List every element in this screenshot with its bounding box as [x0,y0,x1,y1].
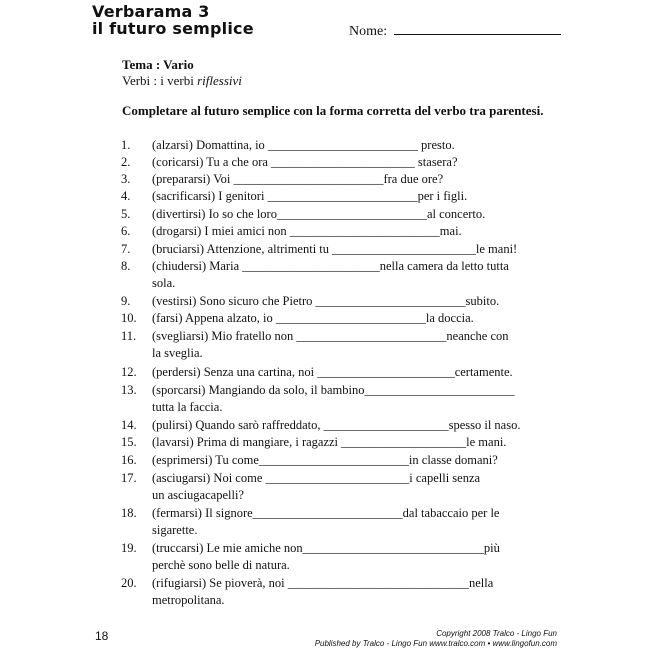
exercise-sentence: (esprimersi) Tu come________________________in classe domani? [152,453,498,467]
publisher-line: Published by Tralco - Lingo Fun www.tralco.com • www.lingofun.com [314,639,557,648]
copyright-line: Copyright 2008 Tralco - Lingo Fun [436,629,557,638]
instructions: Completare al futuro semplice con la forma corretta del verbo tra parentesi. [122,103,544,118]
exercise-sentence: (svegliarsi) Mio fratello non ________________________neanche con [152,329,509,343]
exercise-number: 14. [121,418,137,432]
exercise-sentence: (asciugarsi) Noi come _______________________i capelli senza [152,471,481,485]
exercise-sentence: (lavarsi) Prima di mangiare, i ragazzi ____________________le mani. [152,435,507,449]
exercise-number: 15. [121,435,137,449]
exercise-sentence: (sacrificarsi) I genitori ________________________per i figli. [152,189,468,203]
exercise-sentence: (sporcarsi) Mangiando da solo, il bambino________________________ [152,383,515,397]
exercise-sentence-continued: la sveglia. [152,346,203,360]
exercise-number: 17. [121,471,137,485]
name-label: Nome: [349,24,391,39]
theme-label: Tema : Vario [122,57,194,72]
exercise-sentence: (chiudersi) Maria ______________________nella camera da letto tutta [152,259,509,273]
exercise-number: 13. [121,383,137,397]
exercise-sentence: (fermarsi) Il signore________________________dal tabaccaio per le [152,506,500,520]
exercise-sentence: (drogarsi) I miei amici non ________________________mai. [152,224,462,238]
worksheet-subtitle: il futuro semplice [92,19,254,38]
exercise-number: 3. [121,172,131,186]
exercise-sentence: (truccarsi) Le mie amiche non_____________________________più [152,541,500,555]
exercise-sentence: (alzarsi) Domattina, io ________________________ presto. [152,138,455,152]
exercise-number: 2. [121,155,131,169]
exercise-sentence: (divertirsi) Io so che loro________________________al concerto. [152,207,486,221]
verbs-type: riflessivi [197,73,242,88]
exercise-number: 9. [121,294,131,308]
exercise-sentence-continued: tutta la faccia. [152,400,223,414]
exercise-sentence: (prepararsi) Voi ________________________fra due ore? [152,172,444,186]
exercise-number: 20. [121,576,137,590]
exercise-sentence-continued: perchè sono belle di natura. [152,558,290,572]
verbs-prefix: Verbi : i verbi [122,73,198,88]
exercise-sentence: (perdersi) Senza una cartina, noi ______________________certamente. [152,365,513,379]
exercise-number: 7. [121,242,131,256]
exercise-sentence: (pulirsi) Quando sarò raffreddato, ____________________spesso il naso. [152,418,521,432]
exercise-number: 19. [121,541,137,555]
exercise-sentence-continued: sola. [152,276,176,290]
exercise-number: 11. [121,329,137,343]
exercise-number: 10. [121,311,137,325]
exercise-sentence-continued: metropolitana. [152,593,225,607]
exercise-sentence-continued: un asciugacapelli? [152,488,244,502]
exercise-number: 12. [121,365,137,379]
exercise-number: 16. [121,453,137,467]
exercise-sentence: (vestirsi) Sono sicuro che Pietro ________________________subito. [152,294,500,308]
exercise-sentence-continued: sigarette. [152,523,198,537]
exercise-sentence: (rifugiarsi) Se pioverà, noi _____________________________nella [152,576,494,590]
exercise-number: 5. [121,207,131,221]
exercise-number: 18. [121,506,137,520]
page-number: 18 [95,629,109,643]
exercise-sentence: (farsi) Appena alzato, io ________________________la doccia. [152,311,474,325]
exercise-sentence: (bruciarsi) Attenzione, altrimenti tu _______________________le mani! [152,242,518,256]
worksheet-title: Verbarama 3 [92,2,210,21]
exercise-sentence: (coricarsi) Tu a che ora _______________________ stasera? [152,155,458,169]
exercise-number: 6. [121,224,131,238]
exercise-number: 4. [121,189,131,203]
exercise-number: 8. [121,259,131,273]
exercise-number: 1. [121,138,131,152]
